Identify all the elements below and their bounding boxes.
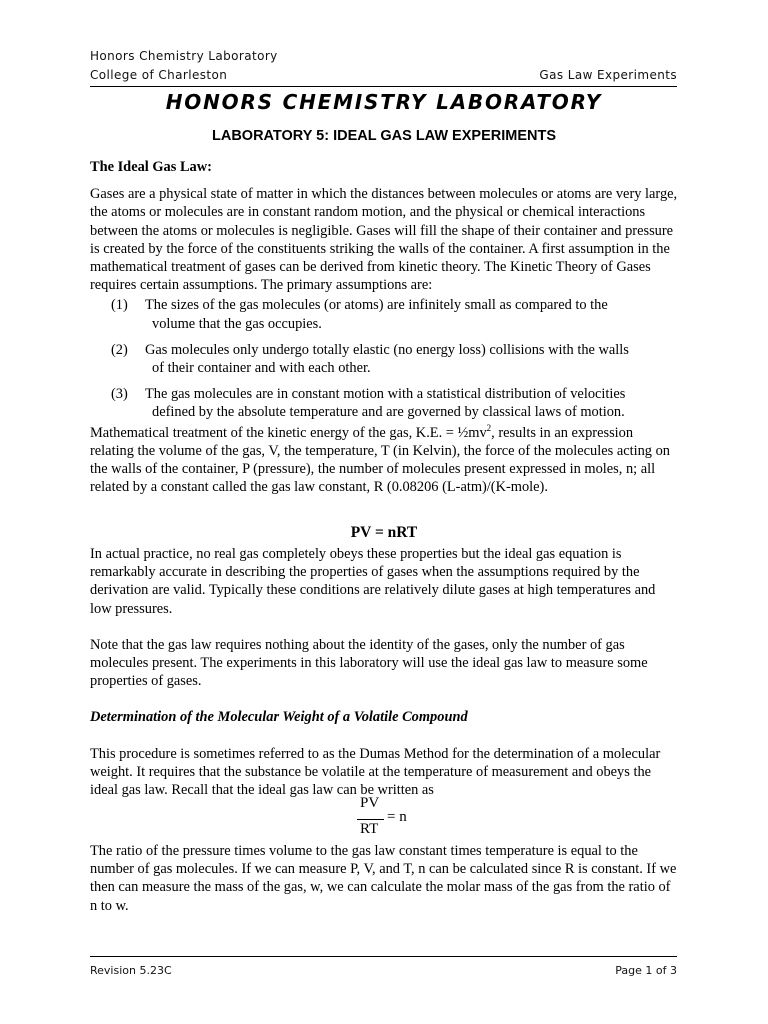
lab-banner: HONORS CHEMISTRY LABORATORY bbox=[165, 90, 603, 114]
ratio-paragraph: The ratio of the pressure times volume to the gas law constant times temperature is equal to the number of gas molecules. If we can measure P, V, and T, n can be calculated since R is constant. If we then can measure the mass of the gas, w, we can calculate the molar mass of the gas from the ratio of n to w. bbox=[90, 843, 677, 914]
section-heading: The Ideal Gas Law: bbox=[90, 159, 212, 175]
page-title: LABORATORY 5: IDEAL GAS LAW EXPERIMENTS bbox=[211, 128, 556, 144]
footer-rule bbox=[90, 956, 677, 957]
note-paragraph: Note that the gas law requires nothing about the identity of the gases, only the number of gas molecules present. The experiments in this laboratory will use the ideal gas law to measure some properties of gases. bbox=[90, 636, 648, 690]
fraction-numerator: PV bbox=[360, 795, 380, 811]
section-dumas-cont bbox=[90, 842, 678, 915]
list-item-number: (3) bbox=[111, 386, 128, 403]
revision-label: Revision 5.23C bbox=[90, 964, 172, 977]
list-item-text-cont: volume that the gas occupies. bbox=[152, 315, 322, 332]
list-item-number: (2) bbox=[111, 341, 128, 358]
header-rule bbox=[90, 86, 677, 87]
practice-paragraph: In actual practice, no real gas completely obeys these properties but the ideal gas equation is remarkably accurate in describing the properties of gases when the assumptions required by the derivation are valid. Typically these conditions are relatively dilute gases at high temperatures and low pressures. bbox=[90, 546, 656, 617]
running-header bbox=[90, 68, 677, 82]
ideal-gas-equation: PV = nRT bbox=[350, 524, 418, 541]
header-topic: Gas Law Experiments bbox=[539, 68, 677, 82]
section-ideal-gas-law-cont bbox=[90, 545, 678, 799]
header-college: College of Charleston bbox=[90, 68, 228, 82]
list-item-text-cont: defined by the absolute temperature and are governed by classical laws of motion. bbox=[152, 404, 625, 421]
list-item-text: Gas molecules only undergo totally elastic (no energy loss) collisions with the walls bbox=[145, 341, 629, 358]
dumas-intro-paragraph: This procedure is sometimes referred to as the Dumas Method for the determination of a molecular weight. It requires that the substance be volatile at the temperature of measurement and obeys the ideal gas law. Recall that the ideal gas law can be written as bbox=[90, 745, 661, 799]
list-item bbox=[111, 385, 678, 421]
list-item-text: The sizes of the gas molecules (or atoms) are infinitely small as compared to the bbox=[145, 297, 608, 314]
exponent: 2 bbox=[486, 422, 492, 433]
fraction-result: = n bbox=[387, 809, 407, 825]
fraction-denominator: RT bbox=[360, 821, 379, 837]
intro-paragraph: Gases are a physical state of matter in which the distances between molecules or atoms are very large, the atoms or molecules are in constant random motion, and the physical or chemical interactions between the atoms or molecules is negligible. Gases will fill the shape of their container and pressure is created by the force of the constituents striking the walls of the container. A first assumption in the mathematical treatment of gases can be derived from kinetic theory. The Kinetic Theory of Gases requires certain assumptions. The primary assumptions are: bbox=[90, 186, 678, 294]
list-item bbox=[111, 296, 678, 332]
list-item-number: (1) bbox=[111, 297, 128, 314]
kinetic-energy-text-cont: , results in an expression relating the volume of the gas, V, the temperature, T (in Kelvin), the force of the molecules acting on the walls of the container, P (pressure), the number of molecules present expressed in moles, n; all related by a constant called the gas law constant, R (0.08206 (L-atm)/(K-mole). bbox=[90, 424, 670, 496]
running-header-title: Honors Chemistry Laboratory bbox=[90, 49, 278, 63]
list-item bbox=[111, 341, 678, 377]
kinetic-energy-text: Mathematical treatment of the kinetic energy of the gas, K.E. = ½mv bbox=[90, 424, 487, 441]
section-ideal-gas-law bbox=[90, 158, 678, 496]
page-footer bbox=[90, 964, 677, 977]
fraction-bar bbox=[357, 819, 384, 820]
kinetic-energy-paragraph bbox=[90, 424, 678, 497]
list-item-text: The gas molecules are in constant motion with a statistical distribution of velocities bbox=[145, 386, 626, 403]
page-number: Page 1 of 3 bbox=[615, 964, 677, 977]
section-heading-dumas: Determination of the Molecular Weight of a Volatile Compound bbox=[90, 709, 468, 726]
assumptions-list bbox=[90, 296, 678, 421]
list-item-text-cont: of their container and with each other. bbox=[152, 360, 371, 377]
